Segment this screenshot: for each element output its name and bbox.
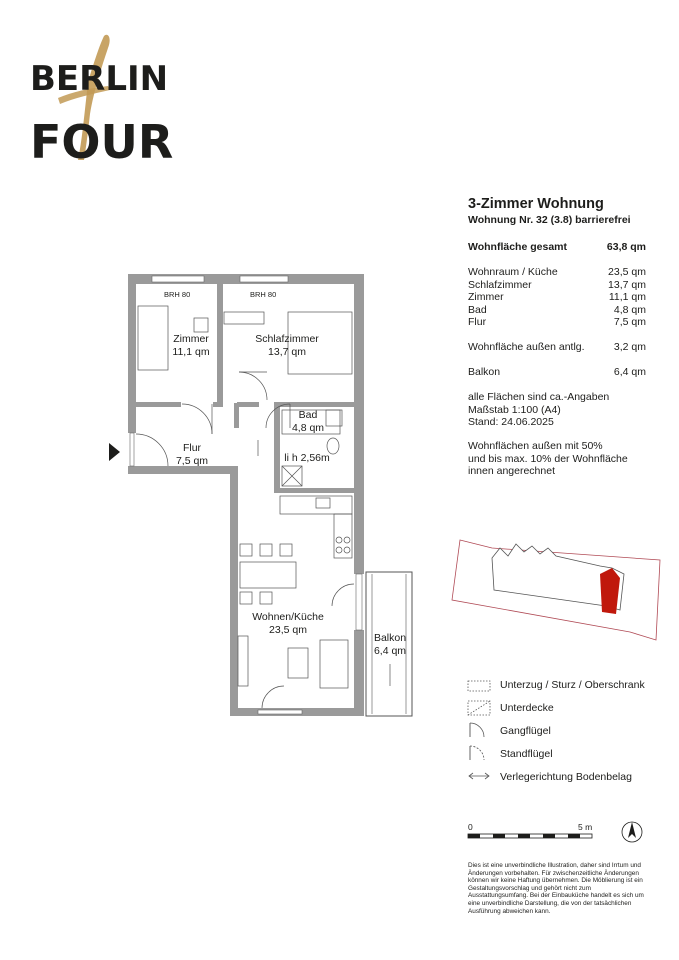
scale-start: 0	[468, 822, 473, 832]
scale-bar	[468, 822, 592, 838]
area-value: 13,7 qm	[608, 278, 646, 291]
swing-door-icon	[466, 722, 492, 738]
apartment-title: 3-Zimmer Wohnung	[468, 196, 604, 212]
room-bad-name: Bad	[298, 409, 318, 421]
area-label: Wohnraum / Küche	[468, 266, 558, 278]
room-balkon-name: Balkon	[373, 632, 407, 644]
logo-line1: BERLIN	[30, 59, 169, 99]
walls	[128, 274, 364, 716]
apartment-subtitle: Wohnung Nr. 32 (3.8) barrierefrei	[468, 214, 631, 226]
room-schlafzimmer-area: 13,7 qm	[268, 346, 306, 358]
note-line: innen angerechnet	[468, 465, 555, 477]
legend-label: Unterdecke	[500, 702, 554, 714]
dotted-line-icon	[466, 678, 492, 694]
logo-line2: FOUR	[30, 115, 174, 169]
room-height-label: li h 2,56m	[284, 452, 330, 464]
entrance-arrow-icon	[109, 443, 120, 461]
scale-end: 5 m	[578, 822, 593, 832]
room-zimmer-name: Zimmer	[173, 333, 209, 345]
site-key-map	[452, 540, 660, 640]
area-value: 23,5 qm	[608, 266, 646, 278]
legend-label: Unterzug / Sturz / Oberschrank	[500, 679, 645, 691]
room-wohnen-area: 23,5 qm	[269, 624, 307, 636]
brh-label: BRH 80	[164, 290, 191, 299]
room-zimmer-area: 11,1 qm	[172, 346, 210, 358]
area-label: Flur	[468, 316, 487, 328]
legend-label: Verlegerichtung Bodenbelag	[500, 771, 632, 783]
furniture	[138, 306, 352, 688]
windows	[130, 276, 362, 714]
area-value: 11,1 qm	[608, 291, 646, 303]
legend-label: Gangflügel	[500, 725, 551, 737]
double-arrow-icon	[466, 768, 492, 784]
area-outside-value: 3,2 qm	[613, 341, 646, 353]
dashed-door-icon	[466, 745, 492, 761]
dotted-diagonal-icon	[466, 700, 492, 716]
note-line: alle Flächen sind ca.-Angaben	[468, 391, 610, 403]
area-value: 7,5 qm	[613, 316, 646, 328]
area-outside-label: Wohnfläche außen antlg.	[468, 341, 585, 353]
room-flur-name: Flur	[182, 442, 202, 454]
room-balkon-area: 6,4 qm	[373, 645, 407, 657]
area-balcony-label: Balkon	[468, 366, 501, 378]
note-line: Maßstab 1:100 (A4)	[468, 403, 561, 416]
area-balcony-value: 6,4 qm	[613, 366, 646, 378]
area-total-label: Wohnfläche gesamt	[468, 241, 567, 253]
area-label: Zimmer	[468, 291, 504, 303]
note-line: und bis max. 10% der Wohnfläche	[468, 452, 628, 465]
area-label: Bad	[468, 303, 487, 316]
area-total-value: 63,8 qm	[606, 241, 646, 253]
note-line: Stand: 24.06.2025	[468, 416, 554, 428]
note-line: Wohnflächen außen mit 50%	[468, 440, 603, 452]
balcony-area	[366, 572, 412, 716]
room-flur-area: 7,5 qm	[175, 455, 209, 467]
room-wohnen-name: Wohnen/Küche	[252, 611, 324, 623]
room-schlafzimmer-name: Schlafzimmer	[255, 333, 319, 345]
legend-label: Standflügel	[500, 748, 553, 760]
north-arrow-icon	[622, 822, 642, 842]
room-bad-area: 4,8 qm	[291, 422, 325, 434]
area-label: Schlafzimmer	[468, 278, 532, 291]
disclaimer-text: Dies ist eine unverbindliche Illustration, daher sind Irrtum und Änderungen vorbehalten. Für zwischenzeitliche Änderungen können wir keine Haftung übernehmen. Die Möblierung ist ein Gestaltungsvorschlag und gehört nicht zum Ausstattungsumfang. Bei der Einbauküche handelt es sich um eine unverbindliche Darstellung, die von der tatsächlichen Ausführung abweichen kann.	[468, 862, 644, 915]
brh-label: BRH 80	[250, 290, 277, 299]
area-value: 4,8 qm	[613, 303, 646, 316]
